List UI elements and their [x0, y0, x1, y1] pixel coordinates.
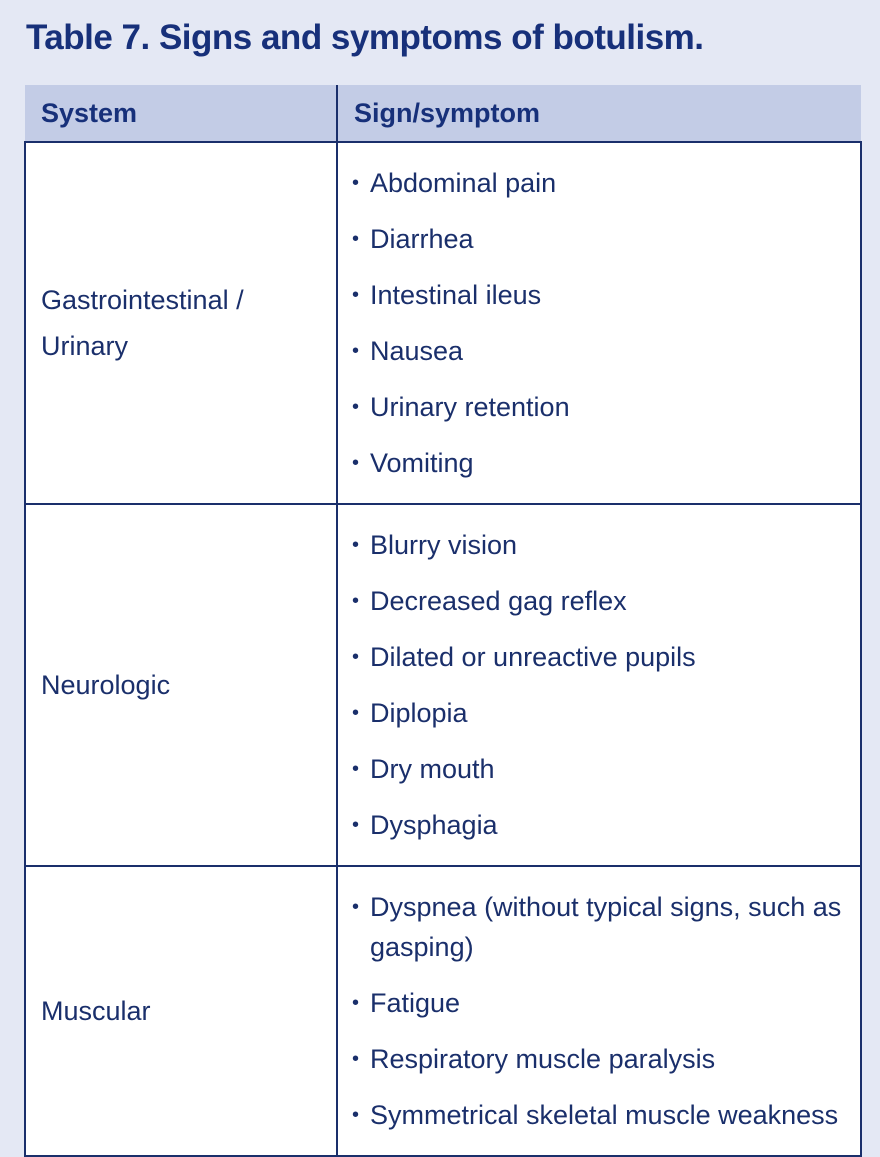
bullet-icon: •: [352, 590, 360, 612]
table-row: [25, 504, 861, 866]
list-item: • Diplopia: [352, 685, 860, 741]
bullet-icon: •: [352, 1048, 360, 1070]
system-label-line: Urinary: [41, 331, 129, 361]
system-cell: [25, 142, 337, 504]
table-row: [25, 142, 861, 504]
bullet-icon: •: [352, 992, 360, 1014]
bullet-icon: •: [352, 758, 360, 780]
system-cell: Muscular: [25, 866, 337, 1156]
bullet-icon: •: [352, 452, 360, 474]
bullet-icon: •: [352, 396, 360, 418]
list-item: • Dyspnea (without typical signs, such as gasping): [352, 879, 860, 975]
bullet-icon: •: [352, 228, 360, 250]
system-cell: Neurologic: [25, 504, 337, 866]
header-system: System: [25, 85, 337, 142]
symptoms-table: [24, 85, 862, 1157]
list-item: • Fatigue: [352, 975, 860, 1031]
header-row: [25, 85, 861, 142]
bullet-icon: •: [352, 172, 360, 194]
bullet-icon: •: [352, 340, 360, 362]
bullet-icon: •: [352, 534, 360, 556]
list-item: • Respiratory muscle paralysis: [352, 1031, 860, 1087]
header-sign-symptom: Sign/symptom: [337, 85, 861, 142]
list-item: • Diarrhea: [352, 211, 860, 267]
list-item: • Blurry vision: [352, 517, 860, 573]
list-item: • Dilated or unreactive pupils: [352, 629, 860, 685]
table-title: Table 7. Signs and symptoms of botulism.: [26, 18, 704, 57]
signs-cell: [337, 866, 861, 1156]
system-label-line: Gastrointestinal /: [41, 285, 244, 315]
list-item: • Vomiting: [352, 435, 860, 491]
signs-cell: [337, 504, 861, 866]
list-item: • Symmetrical skeletal muscle weakness: [352, 1087, 860, 1143]
list-item: • Nausea: [352, 323, 860, 379]
table-row: [25, 866, 861, 1156]
list-item: • Intestinal ileus: [352, 267, 860, 323]
bullet-icon: •: [352, 1104, 360, 1126]
bullet-icon: •: [352, 646, 360, 668]
signs-cell: [337, 142, 861, 504]
list-item: • Urinary retention: [352, 379, 860, 435]
bullet-icon: •: [352, 702, 360, 724]
bullet-icon: •: [352, 284, 360, 306]
bullet-icon: •: [352, 896, 360, 918]
list-item: • Dysphagia: [352, 797, 860, 853]
bullet-icon: •: [352, 814, 360, 836]
list-item: • Abdominal pain: [352, 155, 860, 211]
list-item: • Decreased gag reflex: [352, 573, 860, 629]
list-item: • Dry mouth: [352, 741, 860, 797]
